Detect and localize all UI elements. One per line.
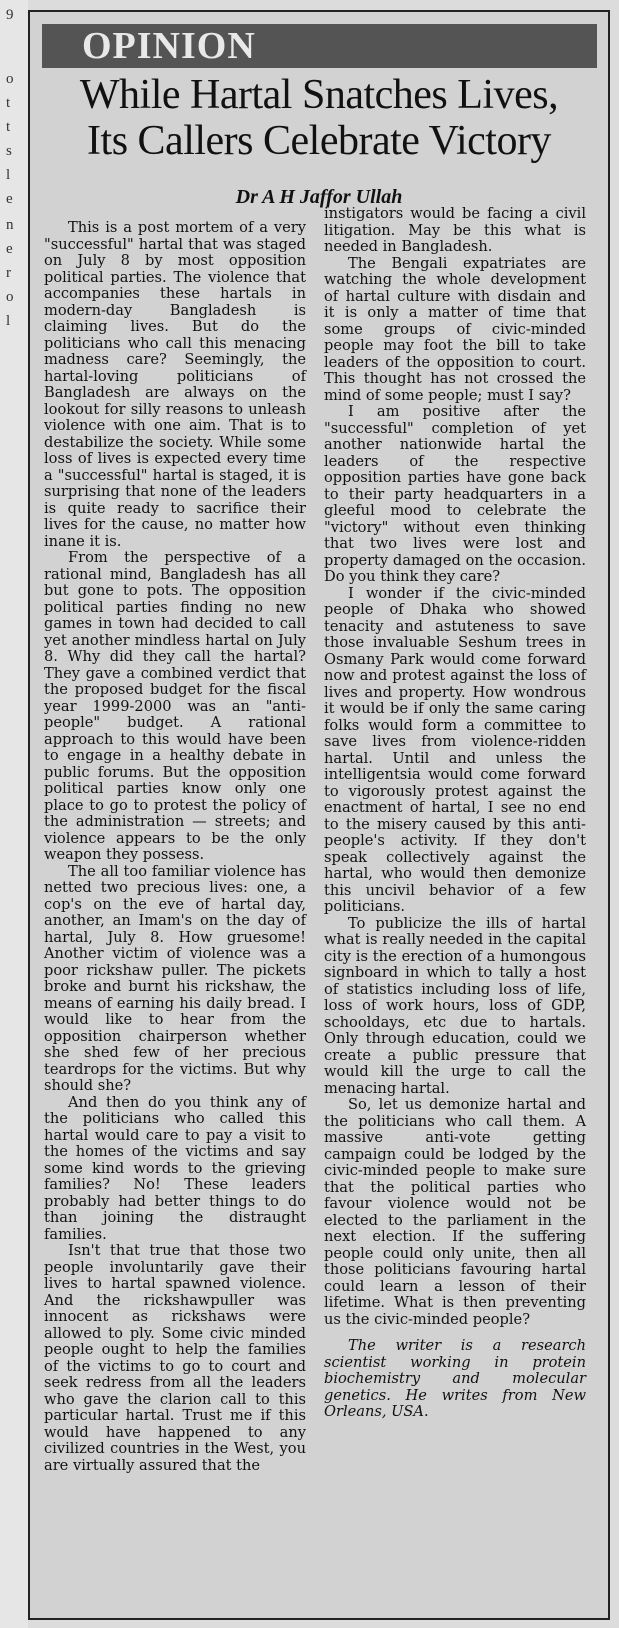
paragraph: The all too familiar violence has netted two precious lives: one, a cop's on the eve of hartal day, another, an Imam's on the day of hartal, July 8. How gruesome! Another victim of violence was a poor rickshaw puller. The pickets broke and burnt his rickshaw, the means of earning his daily bread. I would like to hear from the opposition chairperson whether she shed few of her precious teardrops for the victims. But why should she? [44,862,306,1094]
margin-fragment: s [6,143,12,159]
adjacent-column-fragment [0,0,28,1628]
margin-fragment: o [6,71,14,87]
margin-fragment: t [6,95,11,111]
paragraph: And then do you think any of the politicians who called this hartal would care to pay a visit to the homes of the victims and say some kind words to the grieving families? No! These leaders probably had better things to do than joining the distraught families. [44,1093,306,1243]
right-column [324,206,586,1421]
margin-fragment: e [6,241,13,257]
margin-fragment: l [6,167,11,183]
margin-fragment: o [6,289,14,305]
headline-line-2: Its Callers Celebrate Victory [87,118,551,164]
margin-fragment: t [6,119,11,135]
paragraph: So, let us demonize hartal and the politicians who call them. A massive anti-vote getting campaign could be lodged by the civic-minded people to make sure that the political parties who favour violence would not be elected to the parliament in the next election. If the suffering people could only unite, then all those politicians favouring hartal could learn a lesson of their lifetime. What is then preventing us the civic-minded people? [324,1096,586,1328]
paragraph: To publicize the ills of hartal what is really needed in the capital city is the erection of a humongous signboard in which to tally a host of statistics including loss of life, loss of work hours, loss of GDP, schooldays, etc due to hartals. Only through education, could we create a public pressure that would kill the urge to call the menacing hartal. [324,914,586,1097]
paragraph: From the perspective of a rational mind, Bangladesh has all but gone to pots. The opposition political parties finding no new games in town had decided to call yet another mindless hartal on July 8. Why did they call the hartal? They gave a combined verdict that the proposed budget for the fiscal year 1999-2000 was an "anti-people" budget. A rational approach to this would have been to engage in a healthy debate in public forums. But the opposition political parties know only one place to go to protest the policy of the administration — streets; and violence appears to be the only weapon they possess. [44,549,306,863]
paragraph: Isn't that true that those two people involuntarily gave their lives to hartal spawned violence. And the rickshawpuller was innocent as rickshaws were allowed to ply. Some civic minded people ought to help the families of the victims to go to court and seek redress from all the leaders who gave the clarion call to this particular hartal. Trust me if this would have happened to any civilized countries in the West, you are virtually assured that the [44,1242,306,1474]
margin-fragment: l [6,313,11,329]
byline: Dr A H Jaffor Ullah [235,186,403,208]
margin-fragment: 9 [6,7,14,23]
paragraph: The Bengali expatriates are watching the whole development of hartal culture with disdain and it is only a matter of time that some groups of civic-minded people may foot the bill to take leaders of the opposition to court. This thought has not crossed the mind of some people; must I say? [324,254,586,404]
headline [30,72,608,164]
opinion-article [28,10,610,1620]
headline-line-1: While Hartal Snatches Lives, [79,72,559,118]
margin-fragment: n [6,217,14,233]
paragraph: I wonder if the civic-minded people of Dhaka who showed tenacity and astuteness to save those invaluable Seshum trees in Osmany Park would come forward now and protest against the loss of lives and property. How wondrous it would be if only the same caring folks would form a committee to save lives from violence-ridden hartal. Until and unless the intelligentsia would come forward to vigorously protest against the enactment of hartal, I see no end to the misery caused by this anti-people's activity. If they don't speak collectively against the hartal, who would then demonize this uncivil behavior of a few politicians. [324,584,586,915]
paragraph: This is a post mortem of a very "successful" hartal that was staged on July 8 by most opposition political parties. The violence that accompanies these hartals in modern-day Bangladesh is claiming lives. But do the politicians who call this menacing madness care? Seemingly, the hartal-loving politicians of Bangladesh are always on the lookout for silly reasons to unleash violence with one aim. That is to destabilize the society. While some loss of lives is expected every time a "successful" hartal is staged, it is surprising that none of the leaders is quite ready to sacrifice their lives for the cause, no matter how inane it is. [44,219,306,550]
margin-fragment: r [6,265,11,281]
section-label: OPINION [82,25,256,67]
left-column [44,220,306,1474]
paragraph: I am positive after the "successful" completion of yet another nationwide hartal the leaders of the respective opposition parties have gone back to their party headquarters in a gleeful mood to celebrate the "victory" without even thinking that two lives were lost and property damaged on the occasion. Do you think they care? [324,403,586,585]
margin-fragment: e [6,191,13,207]
section-banner [42,24,597,68]
author-note: The writer is a research scientist working in protein biochemistry and molecular genetics. He writes from New Orleans, USA. [324,1337,586,1420]
paragraph: instigators would be facing a civil litigation. May be this what is needed in Bangladesh. [324,205,586,255]
